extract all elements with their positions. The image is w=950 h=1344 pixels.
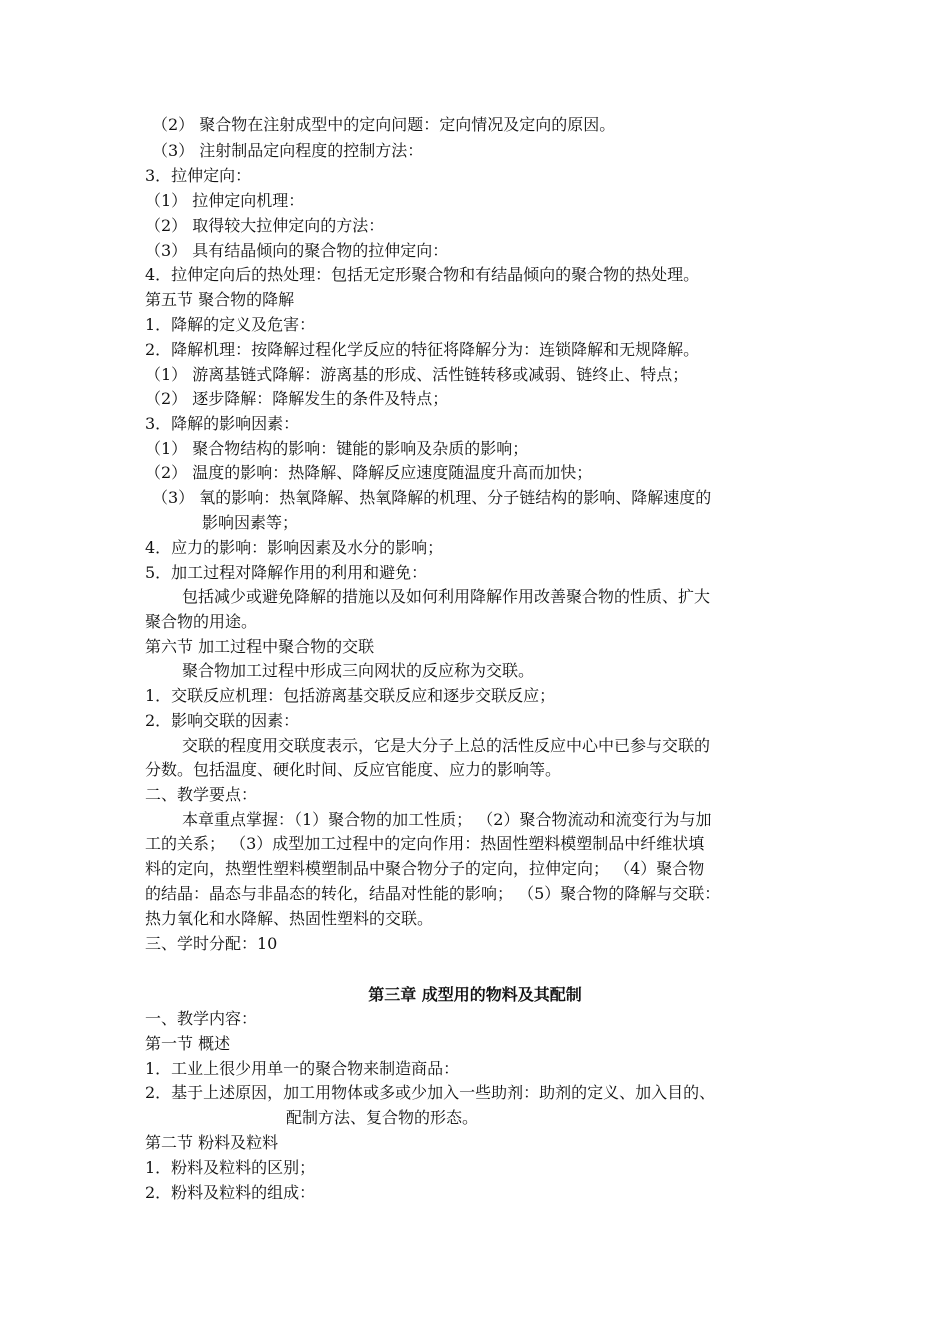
text-line: 1．降解的定义及危害： [145, 315, 316, 334]
text-line: 分数。包括温度、硬化时间、反应官能度、应力的影响等。 [145, 760, 562, 779]
text-line: （1） 聚合物结构的影响：键能的影响及杂质的影响； [145, 439, 529, 458]
text-line: 影响因素等； [202, 513, 299, 532]
text-line: 料的定向，热塑性塑料模塑制品中聚合物分子的定向，拉伸定向； （4）聚合物 [145, 859, 705, 878]
text-line: 热力氧化和水降解、热固性塑料的交联。 [145, 909, 434, 928]
text-line: （3） 氧的影响：热氧降解、热氧降解的机理、分子链结构的影响、降解速度的 [152, 488, 712, 507]
text-line: 1．粉料及粒料的区别； [145, 1158, 316, 1177]
text-line: 配制方法、复合物的形态。 [286, 1108, 479, 1127]
text-line: （1） 拉伸定向机理： [145, 191, 305, 210]
text-line: 2．基于上述原因，加工用物体或多或少加入一些助剂：助剂的定义、加入目的、 [145, 1083, 716, 1102]
text-line: 包括减少或避免降解的措施以及如何利用降解作用改善聚合物的性质、扩大 [182, 587, 711, 606]
text-line: 聚合物的用途。 [145, 612, 258, 631]
text-line: 1．工业上很少用单一的聚合物来制造商品： [145, 1059, 460, 1078]
section-heading: 第一节 概述 [145, 1034, 231, 1053]
text-line: 1．交联反应机理：包括游离基交联反应和逐步交联反应； [145, 686, 556, 705]
text-line: 4．应力的影响：影响因素及水分的影响； [145, 538, 444, 557]
text-line: 2．降解机理：按降解过程化学反应的特征将降解分为：连锁降解和无规降解。 [145, 340, 700, 359]
text-line: 的结晶：晶态与非晶态的转化，结晶对性能的影响； （5）聚合物的降解与交联： [145, 884, 721, 903]
text-line: 3．拉伸定向： [145, 166, 252, 185]
text-line: 2．粉料及粒料的组成： [145, 1183, 316, 1202]
text-line: （1） 游离基链式降解：游离基的形成、活性链转移或减弱、链终止、特点； [145, 365, 689, 384]
text-line: 工的关系； （3）成型加工过程中的定向作用：热固性塑料模塑制品中纤维状填 [145, 834, 705, 853]
section-heading: 第六节 加工过程中聚合物的交联 [145, 637, 375, 656]
text-line: （3） 具有结晶倾向的聚合物的拉伸定向： [145, 241, 449, 260]
text-line: 本章重点掌握：（1）聚合物的加工性质； （2）聚合物流动和流变行为与加 [182, 810, 712, 829]
text-line: （2） 逐步降解：降解发生的条件及特点； [145, 389, 449, 408]
text-line: （3） 注射制品定向程度的控制方法： [152, 141, 424, 160]
text-line: 5．加工过程对降解作用的利用和避免： [145, 563, 428, 582]
text-line: （2） 聚合物在注射成型中的定向问题：定向情况及定向的原因。 [152, 115, 616, 134]
text-line: 二、教学要点： [145, 785, 258, 804]
text-line: （2） 取得较大拉伸定向的方法： [145, 216, 385, 235]
text-line: （2） 温度的影响：热降解、降解反应速度随温度升高而加快； [145, 463, 593, 482]
chapter-title: 第三章 成型用的物料及其配制 [368, 985, 582, 1004]
text-line: 交联的程度用交联度表示，它是大分子上总的活性反应中心中已参与交联的 [182, 736, 711, 755]
text-line: 3．降解的影响因素： [145, 414, 300, 433]
section-heading: 第五节 聚合物的降解 [145, 290, 295, 309]
text-line: 一、教学内容： [145, 1009, 258, 1028]
section-heading: 第二节 粉料及粒料 [145, 1133, 279, 1152]
text-line: 三、学时分配：10 [145, 934, 278, 953]
text-line: 聚合物加工过程中形成三向网状的反应称为交联。 [182, 661, 535, 680]
text-line: 2．影响交联的因素： [145, 711, 300, 730]
text-line: 4．拉伸定向后的热处理：包括无定形聚合物和有结晶倾向的聚合物的热处理。 [145, 265, 700, 284]
